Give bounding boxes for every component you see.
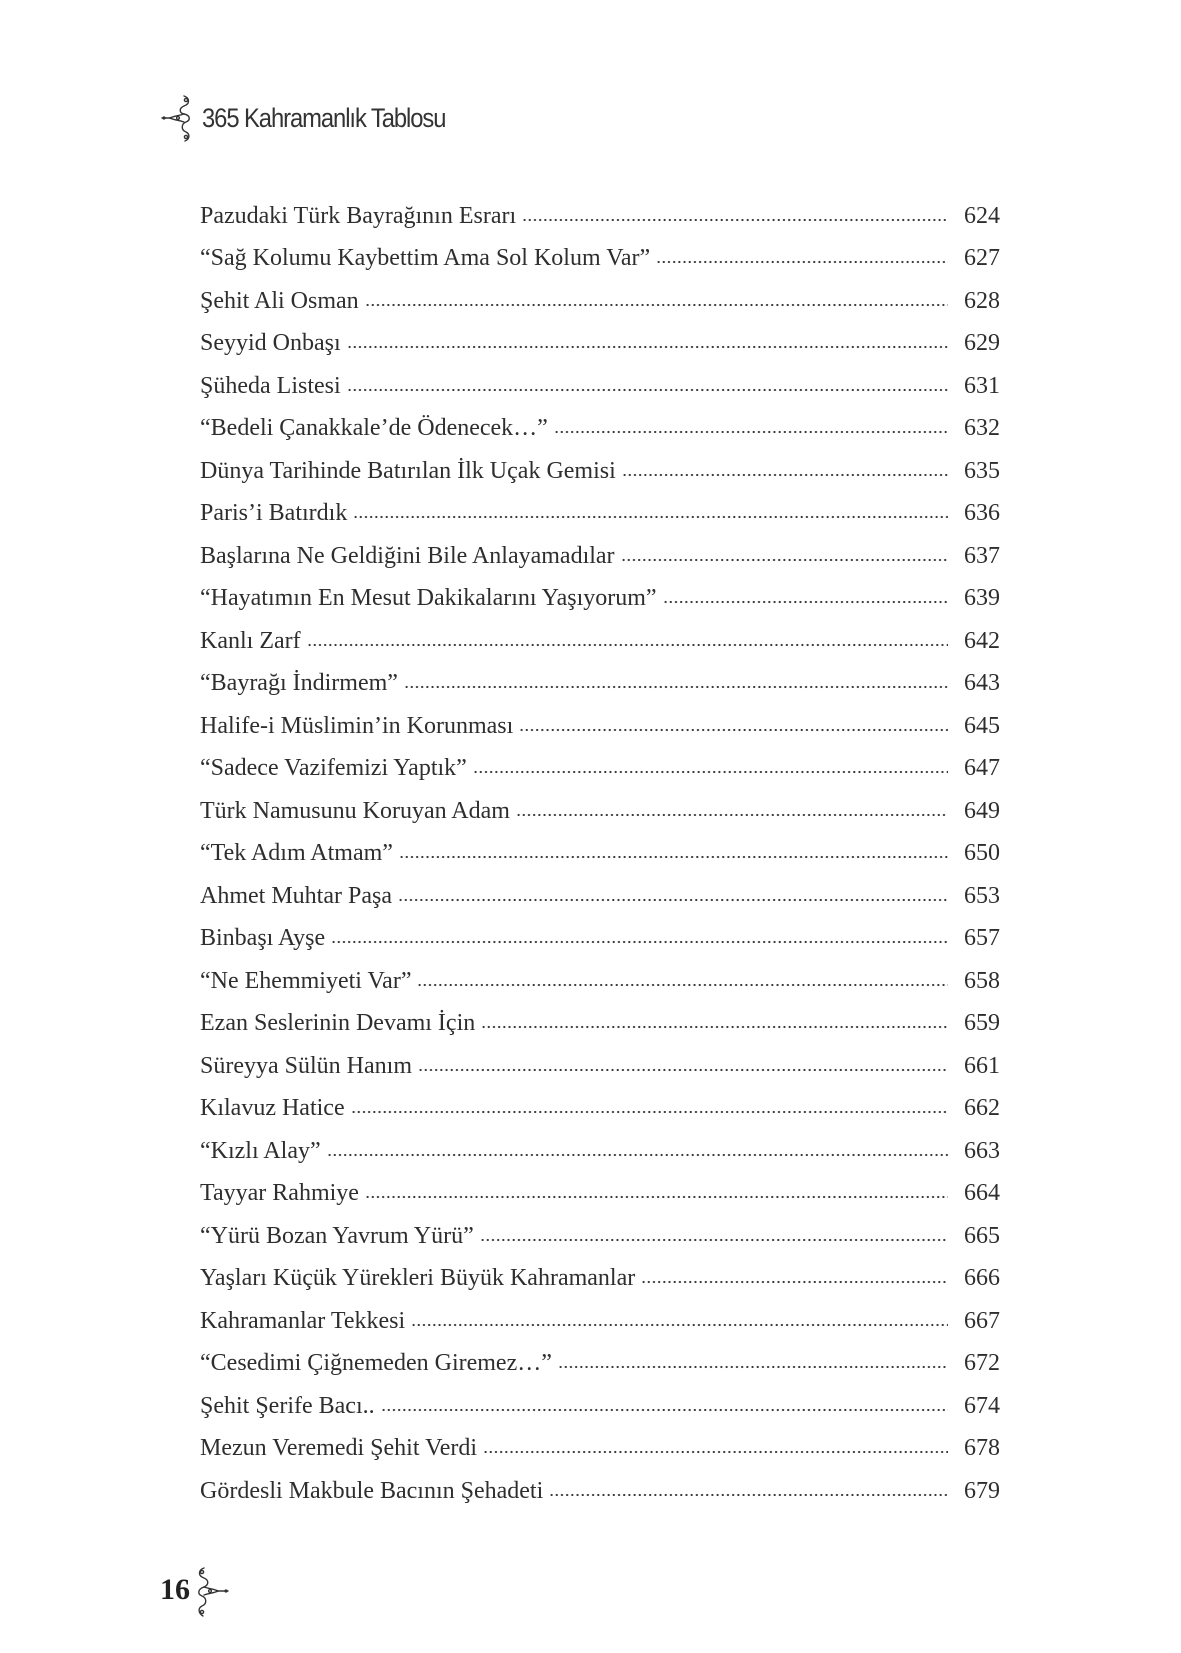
toc-entry-title: Kahramanlar Tekkesi [200, 1307, 406, 1334]
toc-entry [200, 1421, 1000, 1464]
toc-entry [200, 1378, 1000, 1421]
toc-entry [200, 188, 1000, 231]
toc-entry [200, 1251, 1000, 1294]
toc-entry-page: 637 [964, 542, 1000, 569]
toc-entry-title: Başlarına Ne Geldiğini Bile Anlayamadılar [200, 542, 615, 569]
toc-entry [200, 1166, 1000, 1209]
toc-entry-page: 662 [964, 1095, 1000, 1121]
toc-entry [200, 273, 1000, 316]
toc-entry [200, 1038, 1000, 1081]
toc-entry [200, 1081, 1000, 1124]
toc-entry-title: Binbaşı Ayşe [200, 925, 326, 951]
dot-leader [519, 727, 948, 733]
toc-entry [200, 528, 1000, 571]
toc-entry-page: 632 [964, 415, 1000, 441]
dot-leader [399, 854, 948, 860]
toc-entry-page: 666 [964, 1265, 1000, 1291]
dot-leader [656, 259, 948, 265]
toc-entry-page: 679 [964, 1477, 1000, 1504]
toc-entry [200, 1336, 1000, 1379]
toc-entry [200, 613, 1000, 656]
toc-entry-title: Halife-i Müslimin’in Korunması [200, 712, 514, 739]
dot-leader [381, 1407, 948, 1413]
dot-leader [473, 769, 948, 775]
dot-leader [418, 1067, 948, 1073]
toc-entry-page: 678 [964, 1435, 1000, 1461]
toc-entry-page: 629 [964, 330, 1000, 356]
toc-entry-title: Kanlı Zarf [200, 627, 301, 654]
toc-entry-page: 650 [964, 840, 1000, 866]
dot-leader [549, 1492, 948, 1498]
dot-leader [480, 1237, 948, 1243]
toc-entry-page: 663 [964, 1137, 1000, 1164]
toc-entry-title: “Tek Adım Atmam” [200, 840, 393, 866]
toc-entry [200, 358, 1000, 401]
toc-entry [200, 316, 1000, 359]
dot-leader [398, 897, 948, 903]
toc-entry [200, 656, 1000, 699]
dot-leader [351, 1109, 948, 1115]
toc-entry-title: Kılavuz Hatice [200, 1095, 345, 1121]
toc-entry-page: 667 [964, 1307, 1000, 1334]
running-header [160, 92, 479, 144]
toc-entry-page: 635 [964, 457, 1000, 484]
toc-entry [200, 741, 1000, 784]
dot-leader [641, 1279, 948, 1285]
toc-entry-title: Ezan Seslerinin Devamı İçin [200, 1010, 476, 1036]
toc-entry [200, 443, 1000, 486]
toc-entry [200, 571, 1000, 614]
dot-leader [558, 1364, 948, 1370]
toc-entry [200, 783, 1000, 826]
toc-entry [200, 868, 1000, 911]
toc-entry-page: 645 [964, 712, 1000, 739]
toc-entry-page: 647 [964, 755, 1000, 781]
toc-entry-page: 627 [964, 245, 1000, 271]
dot-leader [481, 1024, 948, 1030]
toc-entry-page: 643 [964, 670, 1000, 696]
toc-entry [200, 1463, 1000, 1506]
toc-entry-title: “Hayatımın En Mesut Dakikalarını Yaşıyorum” [200, 585, 657, 611]
toc-entry-page: 674 [964, 1392, 1000, 1419]
dot-leader [621, 557, 948, 563]
toc-entry-title: Seyyid Onbaşı [200, 330, 341, 356]
toc-entry-page: 649 [964, 797, 1000, 824]
toc-entry-title: Ahmet Muhtar Paşa [200, 882, 392, 909]
toc-entry-page: 653 [964, 882, 1000, 909]
toc-entry-title: Mezun Veremedi Şehit Verdi [200, 1435, 478, 1461]
dot-leader [353, 514, 948, 520]
scroll-flourish-icon [190, 1564, 230, 1616]
page-number: 16 [160, 1573, 190, 1606]
dot-leader [516, 812, 948, 818]
toc-entry-title: Şüheda Listesi [200, 372, 341, 399]
dot-leader [331, 939, 948, 945]
toc-entry-page: 658 [964, 967, 1000, 994]
toc-entry-title: “Ne Ehemmiyeti Var” [200, 967, 412, 994]
toc-entry-page: 636 [964, 500, 1000, 526]
dot-leader [327, 1152, 948, 1158]
toc-entry-page: 642 [964, 627, 1000, 654]
toc-entry-title: Süreyya Sülün Hanım [200, 1052, 412, 1079]
toc-entry-title: Yaşları Küçük Yürekleri Büyük Kahramanlar [200, 1265, 636, 1291]
toc-entry [200, 953, 1000, 996]
dot-leader [411, 1322, 948, 1328]
toc-entry-title: Türk Namusunu Koruyan Adam [200, 797, 510, 824]
dot-leader [554, 429, 948, 435]
scroll-flourish-icon [160, 92, 200, 144]
toc-entry [200, 911, 1000, 954]
toc-entry [200, 698, 1000, 741]
dot-leader [365, 302, 948, 308]
toc-entry-title: “Yürü Bozan Yavrum Yürü” [200, 1222, 474, 1249]
toc-entry-page: 628 [964, 287, 1000, 314]
toc-entry-page: 661 [964, 1052, 1000, 1079]
toc-entry-title: Gördesli Makbule Bacının Şehadeti [200, 1477, 544, 1504]
toc-entry [200, 486, 1000, 529]
dot-leader [522, 217, 948, 223]
toc-entry-title: “Cesedimi Çiğnemeden Giremez…” [200, 1350, 552, 1376]
table-of-contents [200, 188, 1000, 1506]
dot-leader [483, 1449, 948, 1455]
dot-leader [663, 599, 948, 605]
toc-entry-title: Dünya Tarihinde Batırılan İlk Uçak Gemisi [200, 457, 616, 484]
running-header-title: 365 Kahramanlık Tablosu [202, 102, 446, 133]
dot-leader [404, 684, 948, 690]
toc-entry-title: “Sağ Kolumu Kaybettim Ama Sol Kolum Var” [200, 245, 651, 271]
toc-entry-page: 631 [964, 372, 1000, 399]
toc-entry [200, 1293, 1000, 1336]
toc-entry-title: Paris’i Batırdık [200, 500, 348, 526]
toc-entry-page: 664 [964, 1180, 1000, 1206]
toc-entry [200, 996, 1000, 1039]
dot-leader [347, 387, 948, 393]
toc-entry [200, 231, 1000, 274]
toc-entry-title: “Bedeli Çanakkale’de Ödenecek…” [200, 415, 548, 441]
toc-entry-page: 639 [964, 585, 1000, 611]
toc-entry-page: 624 [964, 202, 1000, 229]
toc-entry [200, 401, 1000, 444]
toc-entry-page: 657 [964, 925, 1000, 951]
dot-leader [347, 344, 948, 350]
toc-entry-title: “Sadece Vazifemizi Yaptık” [200, 755, 467, 781]
toc-entry-page: 672 [964, 1350, 1000, 1376]
dot-leader [365, 1194, 948, 1200]
toc-entry-page: 659 [964, 1010, 1000, 1036]
toc-entry-title: Tayyar Rahmiye [200, 1180, 359, 1206]
toc-entry-title: Şehit Ali Osman [200, 287, 359, 314]
toc-entry-page: 665 [964, 1222, 1000, 1249]
toc-entry-title: “Kızlı Alay” [200, 1137, 321, 1164]
toc-entry [200, 826, 1000, 869]
folio [160, 1560, 230, 1620]
toc-entry [200, 1123, 1000, 1166]
dot-leader [622, 472, 948, 478]
toc-entry-title: “Bayrağı İndirmem” [200, 670, 398, 696]
toc-entry-title: Şehit Şerife Bacı.. [200, 1392, 375, 1419]
dot-leader [417, 982, 948, 988]
toc-entry [200, 1208, 1000, 1251]
toc-entry-title: Pazudaki Türk Bayrağının Esrarı [200, 202, 517, 229]
dot-leader [307, 642, 948, 648]
